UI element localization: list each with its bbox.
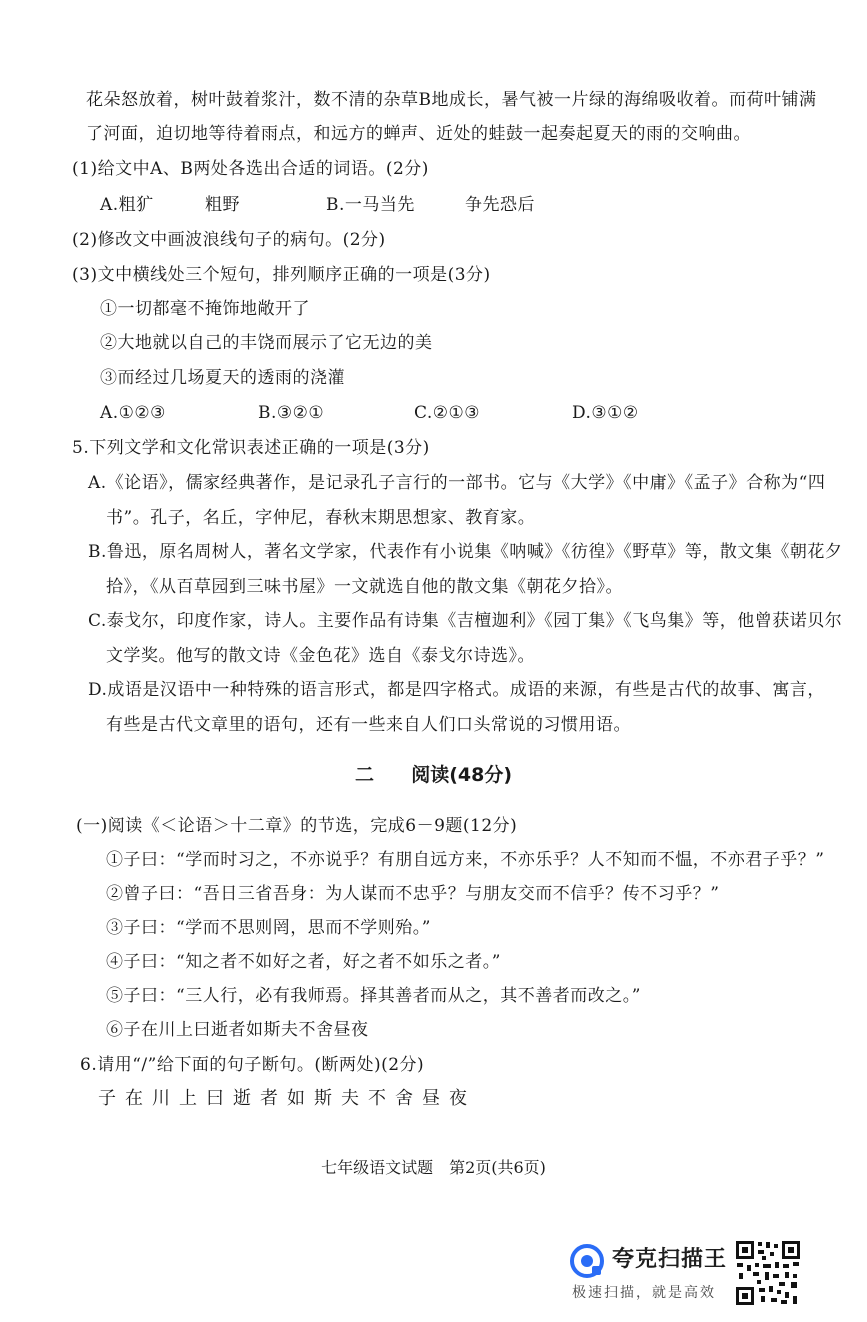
scanner-watermark xyxy=(566,1238,736,1308)
brand-name: 夸克扫描王 xyxy=(612,1247,728,1272)
q5-option-a-cont: 书”。孔子，名丘，字仲尼，春秋末期思想家、教育家。 xyxy=(106,508,536,528)
q5-option-c-cont: 文学奖。他写的散文诗《金色花》选自《泰戈尔诗选》。 xyxy=(106,646,535,666)
choice-b: B.③②① xyxy=(258,403,325,423)
option-a2: 粗野 xyxy=(205,195,240,215)
q5-option-d-cont: 有些是古代文章里的语句，还有一些来自人们口头常说的习惯用语。 xyxy=(106,715,631,735)
quark-logo-icon xyxy=(570,1244,604,1278)
choice-d: D.③①② xyxy=(572,403,639,423)
q5-option-b-cont: 拾》，《从百草园到三味书屋》一文就选自他的散文集《朝花夕拾》。 xyxy=(106,577,623,597)
brand-slogan: 极速扫描，就是高效 xyxy=(572,1285,716,1301)
qr-code-icon xyxy=(735,1240,801,1306)
punctuation-sentence: 子在川上曰逝者如斯夫不舍昼夜 xyxy=(98,1088,476,1109)
analects-3: ③子曰：“学而不思则罔，思而不学则殆。” xyxy=(106,918,431,938)
question-5: 5.下列文学和文化常识表述正确的一项是(3分) xyxy=(72,438,430,458)
short-sentence-3: ③而经过几场夏天的透雨的浇灌 xyxy=(100,368,345,388)
analects-1: ①子曰：“学而时习之，不亦说乎？有朋自远方来，不亦乐乎？人不知而不愠，不亦君子乎？” xyxy=(106,850,825,870)
q5-option-c: C.泰戈尔，印度作家，诗人。主要作品有诗集《吉檀迦利》《园丁集》《飞鸟集》等，他曾获诺贝尔 xyxy=(88,611,843,631)
text-line: 了河面，迫切地等待着雨点，和远方的蝉声、近处的蛙鼓一起奏起夏天的雨的交响曲。 xyxy=(86,124,751,144)
section-number: 二 xyxy=(354,764,374,786)
option-b2: 争先恐后 xyxy=(465,195,535,215)
text-line: 花朵怒放着，树叶鼓着浆汁，数不清的杂草B地成长，暑气被一片绿的海绵吸收着。而荷叶铺满 xyxy=(86,90,817,110)
analects-6: ⑥子在川上曰逝者如斯夫不舍昼夜 xyxy=(106,1020,369,1040)
q5-option-b: B.鲁迅，原名周树人，著名文学家，代表作有小说集《呐喊》《彷徨》《野草》等，散文集《朝花夕 xyxy=(88,542,843,562)
option-b1: B.一马当先 xyxy=(326,195,415,215)
short-sentence-1: ①一切都毫不掩饰地敞开了 xyxy=(100,299,310,319)
page-footer: 七年级语文试题 第2页(共6页) xyxy=(321,1158,546,1177)
question-6: 6.请用“/”给下面的句子断句。(断两处)(2分) xyxy=(80,1055,425,1075)
option-a1: A.粗犷 xyxy=(100,195,154,215)
section-heading xyxy=(0,760,867,787)
analects-4: ④子曰：“知之者不如好之者，好之者不如乐之者。” xyxy=(106,952,501,972)
analects-2: ②曾子曰：“吾日三省吾身：为人谋而不忠乎？与朋友交而不信乎？传不习乎？” xyxy=(106,884,720,904)
question-1: (1)给文中A、B两处各选出合适的词语。(2分) xyxy=(72,159,429,179)
reading-intro: (一)阅读《＜论语＞十二章》的节选，完成6－9题(12分) xyxy=(76,816,518,836)
q5-option-d: D.成语是汉语中一种特殊的语言形式，都是四字格式。成语的来源，有些是古代的故事、寓言， xyxy=(88,680,825,700)
question-3: (3)文中横线处三个短句，排列顺序正确的一项是(3分) xyxy=(72,265,491,285)
q5-option-a: A.《论语》，儒家经典著作，是记录孔子言行的一部书。它与《大学》《中庸》《孟子》合称为“四 xyxy=(88,473,826,493)
section-name: 阅读(48分) xyxy=(411,764,513,786)
question-2: (2)修改文中画波浪线句子的病句。(2分) xyxy=(72,230,386,250)
analects-5: ⑤子曰：“三人行，必有我师焉。择其善者而从之，其不善者而改之。” xyxy=(106,986,641,1006)
choice-a: A.①②③ xyxy=(100,403,166,423)
short-sentence-2: ②大地就以自己的丰饶而展示了它无边的美 xyxy=(100,333,433,353)
choice-c: C.②①③ xyxy=(414,403,481,423)
